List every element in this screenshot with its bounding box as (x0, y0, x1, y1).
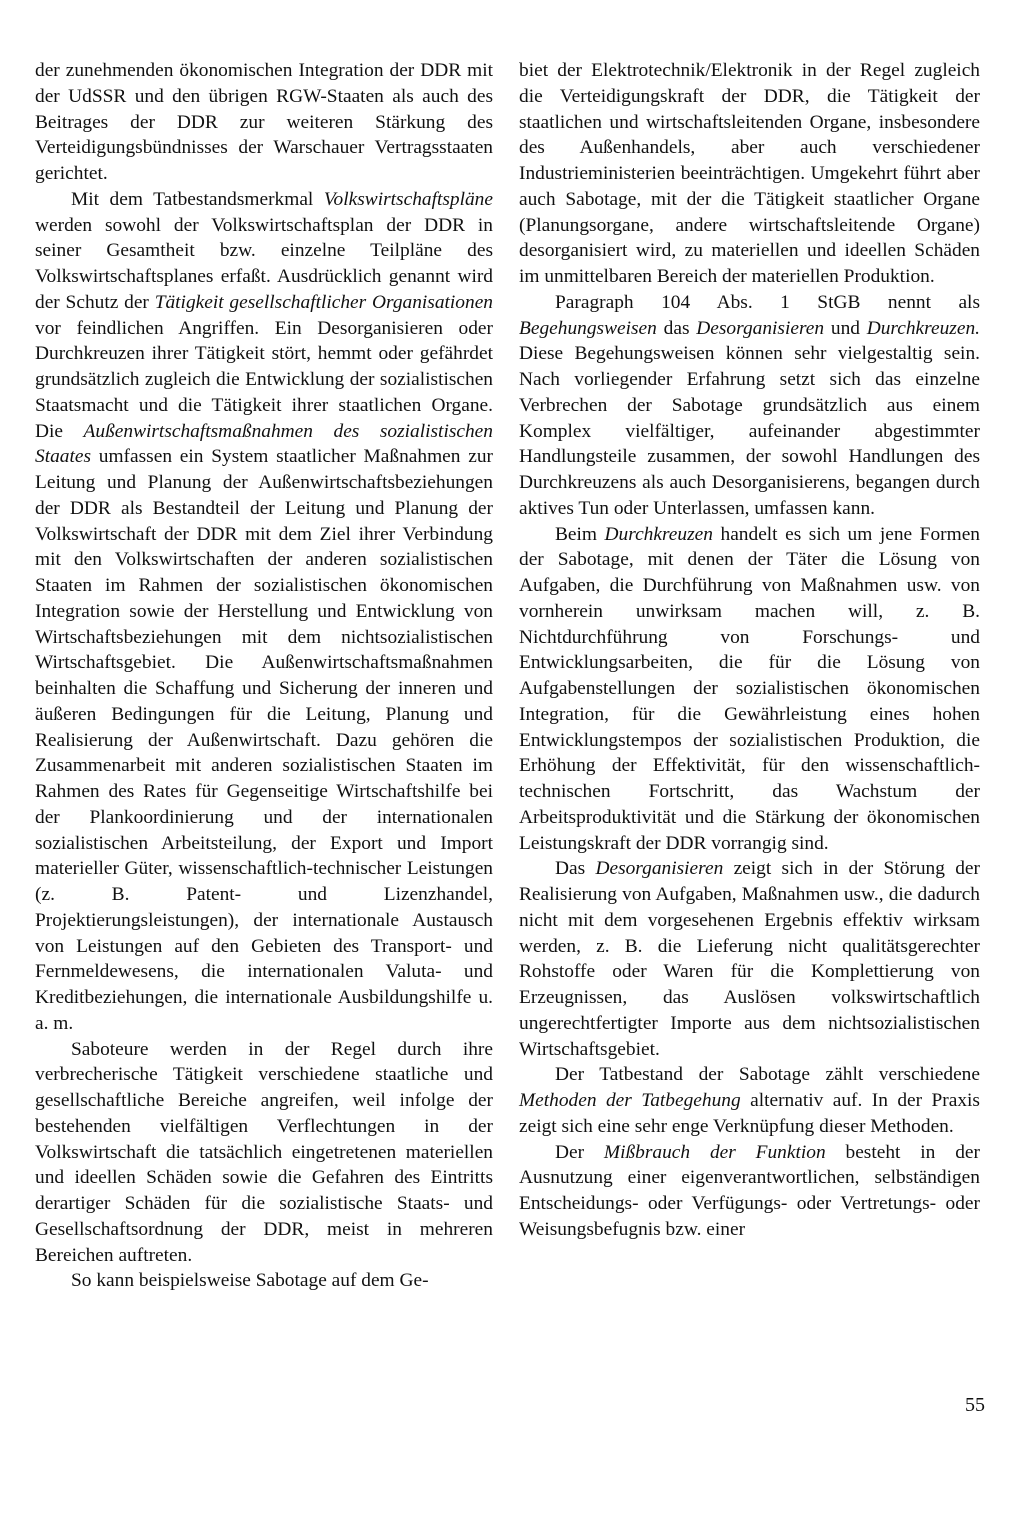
text-run: alternativ auf. In der Praxis zeigt sich eine sehr enge Verknüpfung dieser Methoden. (519, 1090, 980, 1137)
text-run: Paragraph 104 Abs. 1 StGB nennt als (555, 291, 980, 313)
right-column (519, 58, 980, 1243)
text-run: umfassen ein System staatlicher Maßnahmen zur Leitung und Planung der Außenwirtschaftsbeziehungen der DDR als Bestandteil der Leitung und Planung der Volkswirtschaft der DDR mit dem Ziel ihrer Verbindung mit den Volkswirtschaften der anderen sozialistischen Staaten im Rahmen der sozialistischen ökonomischen Integration sowie der Herstellung und Entwicklung von Wirtschaftsbeziehungen mit dem nichtsozialistischen Wirtschaftsgebiet. Die Außenwirtschaftsmaßnahmen beinhalten die Schaffung und Sicherung der inneren und äußeren Bedingungen für die Leitung, Planung und Realisierung der Außenwirtschaft. Dazu gehören die Zusammenarbeit mit anderen sozialistischen Staaten im Rahmen des Rates für Gegenseitige Wirtschaftshilfe bei der Plankoordinierung und der internationalen sozialistischen Arbeitsteilung, der Export und Import materieller Güter, wissenschaftlich-technischer Leistungen (z. B. Patent- und Lizenzhandel, Projektierungsleistungen), der internationale Austausch von Leistungen auf den Gebieten des Transport- und Fernmeldewesens, die internationalen Valuta- und Kreditbeziehungen, die internationale Ausbildungshilfe u. a. m. (35, 446, 493, 1034)
paragraph: biet der Elektrotechnik/Elektronik in der Regel zugleich die Verteidigungskraft der DDR, die Tätigkeit der staatlichen und wirtschaftsleitenden Organe, insbesondere des Außenhandels, aber auch verschiedener Industrieministerien beeinträchtigen. Umgekehrt führt aber auch Sabotage, mit der die Tätigkeit staatlicher Organe (Planungsorgane, andere wirtschaftsleitende Organe) desorganisiert wird, zu materiellen und ideellen Schäden im unmittelbaren Bereich der materiellen Produktion. (519, 60, 980, 287)
text-run: werden sowohl der Volkswirtschaftsplan der DDR in seiner Gesamtheit bzw. einzelne Teilpläne des Volkswirtschaftsplanes erfaßt. Ausdrücklich genannt wird der Schutz der (35, 214, 493, 313)
text-run: Der Tatbestand der Sabotage zählt verschiedene (555, 1064, 980, 1086)
text-run: Das (555, 858, 596, 880)
italic-term: Außenwirtschaftsmaßnahmen des sozialistischen Staates (35, 420, 493, 468)
italic-term: Desorganisieren (696, 317, 825, 339)
paragraph: Saboteure werden in der Regel durch ihre verbrecherische Tätigkeit verschiedene staatliche und gesellschaftliche Bereiche angreifen, weil infolge der bestehenden vielfältigen Verflechtungen in der Volkswirtschaft die tatsächlich eingetretenen materiellen und ideellen Schäden sowie die Gefahren des Eintritts derartiger Schäden für die sozialistische Staats- und Gesellschaftsordnung der DDR, meist in mehreren Bereichen auftreten. (35, 1038, 493, 1266)
left-column (35, 58, 493, 1294)
paragraph (519, 1062, 980, 1139)
italic-term: Tätigkeit gesellschaftlicher Organisationen (154, 291, 494, 313)
text-run: Mit dem Tatbestandsmerkmal (71, 188, 324, 210)
text-run: zeigt sich in der Störung der Realisierung von Aufgaben, Maßnahmen usw., die dadurch nicht mit dem vorgesehenen Ergebnis effektiv wirksam werden, z. B. die Lieferung nicht qualitätsgerechter Rohstoffe oder Waren für die Komplettierung von Erzeugnissen, das Auslösen volkswirtschaftlich ungerechtfertigter Importe aus dem nichtsozialistischen Wirtschaftsgebiet. (519, 858, 980, 1060)
text-run: Der (555, 1141, 604, 1163)
text-run: handelt es sich um jene Formen der Sabotage, mit denen der Täter die Lösung von Aufgaben, die Durchführung von Maßnahmen usw. von vornherein unwirksam machen will, z. B. Nichtdurchführung von Forschungs- und Entwicklungsarbeiten, die für die Lösung von Aufgabenstellungen der sozialistischen ökonomischen Integration, für die Gewährleistung eines hohen Entwicklungstempos der sozialistischen Produktion, die Erhöhung der Effektivität, für den wissenschaftlich-technischen Fortschritt, das Wachstum der Arbeitsproduktivität und die Stärkung der ökonomischen Leistungskraft der DDR vorrangig sind. (519, 523, 980, 854)
italic-term: Mißbrauch der Funktion (603, 1141, 826, 1163)
text-run: das (656, 317, 697, 339)
text-run: vor feindlichen Angriffen. Ein Desorganisieren oder Durchkreuzen ihrer Tätigkeit stört, hemmt oder gefährdet grundsätzlich zugleich die Entwicklung der sozialistischen Staatsmacht und die Tätigkeit ihrer staatlichen Organe. Die (35, 317, 493, 442)
paragraph (519, 290, 980, 522)
italic-term: Desorganisieren (595, 858, 724, 880)
text-run: und (824, 317, 867, 339)
italic-term: Methoden der Tatbegehung (519, 1090, 741, 1111)
paragraph: So kann beispielsweise Sabotage auf dem Ge- (71, 1270, 429, 1292)
italic-term: Durchkreuzen (604, 523, 713, 545)
paragraph (519, 522, 980, 857)
paragraph (519, 1140, 980, 1243)
paragraph (35, 187, 493, 1037)
paragraph: der zunehmenden ökonomischen Integration der DDR mit der UdSSR und den übrigen RGW-Staaten als auch des Beitrages der DDR zur weiteren Stärkung des Verteidigungsbündnisses der Warschauer Vertragsstaaten gerichtet. (35, 60, 493, 184)
text-run: Beim (555, 523, 605, 545)
italic-term: Durchkreuzen. (866, 317, 980, 339)
page-number: 55 (965, 1394, 985, 1416)
italic-term: Begehungsweisen (519, 317, 657, 339)
italic-term: Volkswirtschaftspläne (323, 188, 493, 210)
paragraph (519, 856, 980, 1062)
text-run: Diese Begehungsweisen können sehr vielgestaltig sein. Nach vorliegender Erfahrung setzt sich das einzelne Verbrechen der Sabotage grundsätzlich aus einem Komplex vielfältiger, aufeinander abgestimmter Handlungsteile zusammen, der sowohl Handlungen des Durchkreuzens als auch Desorganisierens, begangen durch aktives Tun oder Unterlassen, umfassen kann. (519, 343, 980, 519)
text-run: besteht in der Ausnutzung einer eigenverantwortlichen, selbständigen Entscheidungs- oder Verfügungs- oder Vertretungs- oder Weisungsbefugnis bzw. einer (519, 1141, 980, 1240)
